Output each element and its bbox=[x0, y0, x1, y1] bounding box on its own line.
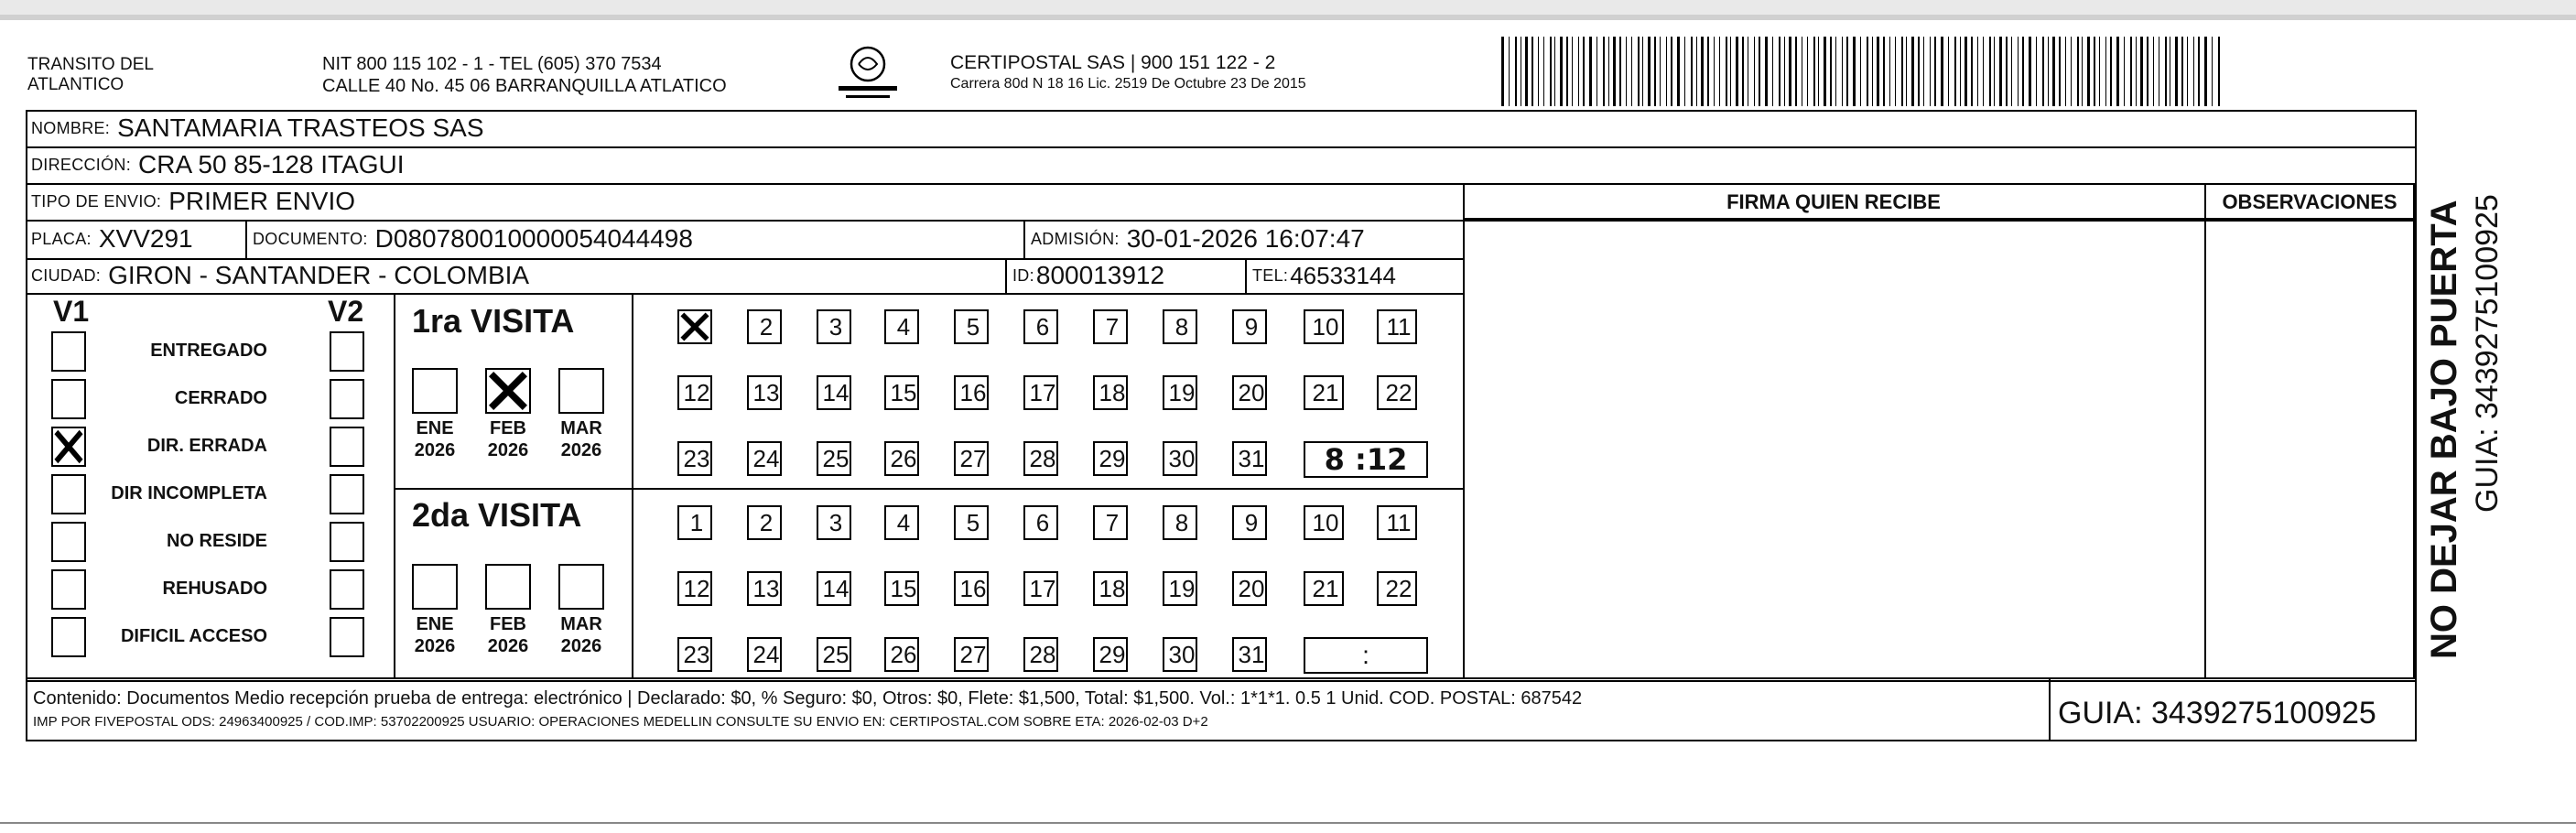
day-box[interactable]: 2 bbox=[747, 309, 782, 344]
admision-cell bbox=[1031, 220, 1365, 258]
day-box[interactable]: 18 bbox=[1093, 571, 1128, 606]
direccion-row bbox=[31, 146, 405, 183]
section-divider bbox=[394, 488, 1465, 490]
status-label: REHUSADO bbox=[162, 579, 267, 599]
v2-checkbox[interactable] bbox=[330, 427, 364, 467]
documento-value: D080780010000054044498 bbox=[374, 224, 693, 253]
footer-imp: IMP POR FIVEPOSTAL ODS: 24963400925 / COD.IMP: 53702200925 USUARIO: OPERACIONES MEDELLIN CONSULTE SU ENVIO EN: CERTIPOSTAL.COM SOBRE ETA: 2026-02-03 D+2 bbox=[33, 714, 1208, 730]
tipo-envio-label: TIPO DE ENVIO: bbox=[31, 191, 162, 211]
day-box[interactable]: 5 bbox=[954, 309, 989, 344]
day-box[interactable]: 25 bbox=[817, 637, 851, 672]
time-box[interactable] bbox=[1304, 441, 1428, 478]
day-box[interactable]: 8 bbox=[1163, 505, 1197, 540]
month-label: FEB bbox=[490, 614, 526, 634]
row-divider bbox=[26, 183, 2417, 185]
day-box[interactable]: 29 bbox=[1093, 441, 1128, 476]
placa-label: PLACA: bbox=[31, 229, 92, 248]
month-checkbox-mar[interactable] bbox=[558, 564, 604, 610]
day-box[interactable]: 22 bbox=[1377, 571, 1417, 606]
day-box[interactable] bbox=[677, 309, 712, 344]
year-label: 2026 bbox=[560, 440, 602, 460]
status-label: NO RESIDE bbox=[166, 531, 267, 551]
day-box[interactable]: 22 bbox=[1377, 375, 1417, 410]
day-box[interactable]: 31 bbox=[1232, 441, 1267, 476]
day-box[interactable]: 17 bbox=[1023, 571, 1058, 606]
month-checkbox-ene[interactable] bbox=[412, 368, 458, 414]
day-box[interactable]: 27 bbox=[954, 637, 989, 672]
status-label: DIR INCOMPLETA bbox=[111, 483, 267, 503]
v2-checkbox[interactable] bbox=[330, 379, 364, 419]
nombre-value: SANTAMARIA TRASTEOS SAS bbox=[117, 114, 484, 142]
barcode bbox=[1501, 37, 2224, 106]
visit1-title: 1ra VISITA bbox=[412, 302, 575, 340]
sender-info-line2: CALLE 40 No. 45 06 BARRANQUILLA ATLATICO bbox=[322, 76, 727, 96]
day-box[interactable]: 10 bbox=[1304, 505, 1344, 540]
day-box[interactable]: 10 bbox=[1304, 309, 1344, 344]
day-box[interactable]: 13 bbox=[747, 571, 782, 606]
day-box[interactable]: 20 bbox=[1232, 375, 1267, 410]
tipo-envio-row bbox=[31, 183, 355, 220]
status-label: CERRADO bbox=[174, 388, 267, 408]
row-divider bbox=[26, 293, 1463, 295]
day-box[interactable]: 17 bbox=[1023, 375, 1058, 410]
day-box[interactable]: 11 bbox=[1377, 309, 1417, 344]
day-box[interactable]: 23 bbox=[677, 441, 712, 476]
day-box[interactable]: 14 bbox=[817, 571, 851, 606]
day-box[interactable]: 28 bbox=[1023, 441, 1058, 476]
day-box[interactable]: 21 bbox=[1304, 375, 1344, 410]
day-box[interactable]: 12 bbox=[677, 571, 712, 606]
section-divider bbox=[394, 293, 395, 677]
day-box[interactable]: 28 bbox=[1023, 637, 1058, 672]
month-label: ENE bbox=[416, 418, 454, 438]
handwritten-time: 8 :12 bbox=[1324, 442, 1408, 477]
footer-guia: GUIA: 3439275100925 bbox=[2058, 696, 2376, 730]
nombre-label: NOMBRE: bbox=[31, 118, 111, 137]
day-box[interactable]: 14 bbox=[817, 375, 851, 410]
time-box[interactable]: : bbox=[1304, 637, 1428, 674]
id-value: 800013912 bbox=[1035, 261, 1165, 289]
day-box[interactable]: 11 bbox=[1377, 505, 1417, 540]
day-box[interactable]: 26 bbox=[884, 441, 919, 476]
v2-header: V2 bbox=[328, 295, 364, 328]
day-box[interactable]: 19 bbox=[1163, 375, 1197, 410]
day-box[interactable]: 6 bbox=[1023, 309, 1058, 344]
direccion-value: CRA 50 85-128 ITAGUI bbox=[138, 150, 405, 178]
day-box[interactable]: 9 bbox=[1232, 309, 1267, 344]
day-box[interactable]: 30 bbox=[1163, 637, 1197, 672]
month-checkbox-mar[interactable] bbox=[558, 368, 604, 414]
status-label: DIFICIL ACCESO bbox=[120, 626, 267, 646]
placa-value: XVV291 bbox=[98, 224, 193, 253]
carrier-line2: Carrera 80d N 18 16 Lic. 2519 De Octubre 23 De 2015 bbox=[950, 76, 1306, 92]
sender-name-line2: ATLANTICO bbox=[27, 75, 124, 94]
placa-cell bbox=[31, 220, 193, 258]
column-divider bbox=[2413, 183, 2415, 679]
day-box[interactable]: 20 bbox=[1232, 571, 1267, 606]
day-box[interactable]: 2 bbox=[747, 505, 782, 540]
year-label: 2026 bbox=[487, 440, 529, 460]
side-warning: NO DEJAR BAJO PUERTA bbox=[2424, 200, 2464, 659]
sender-info bbox=[322, 53, 727, 97]
scan-top-shadow bbox=[0, 15, 2576, 20]
cell-divider bbox=[245, 220, 247, 258]
certipostal-logo-icon bbox=[831, 42, 904, 106]
v2-checkbox[interactable] bbox=[330, 474, 364, 514]
day-box[interactable]: 23 bbox=[677, 637, 712, 672]
observaciones-header: OBSERVACIONES bbox=[2222, 190, 2397, 213]
v1-header: V1 bbox=[53, 295, 90, 328]
admision-value: 30-01-2026 16:07:47 bbox=[1126, 224, 1365, 253]
day-box[interactable]: 31 bbox=[1232, 637, 1267, 672]
day-box[interactable]: 4 bbox=[884, 505, 919, 540]
nombre-row bbox=[31, 110, 484, 146]
year-label: 2026 bbox=[560, 636, 602, 656]
month-label: MAR bbox=[560, 418, 602, 438]
day-box[interactable]: 16 bbox=[954, 375, 989, 410]
status-label: DIR. ERRADA bbox=[146, 436, 267, 456]
day-box[interactable]: 7 bbox=[1093, 505, 1128, 540]
ciudad-cell bbox=[31, 258, 529, 293]
scan-top-band bbox=[0, 0, 2576, 15]
direccion-label: DIRECCIÓN: bbox=[31, 155, 132, 174]
month-checkbox-ene[interactable] bbox=[412, 564, 458, 610]
tel-value: 46533144 bbox=[1290, 261, 1396, 289]
day-box[interactable]: 24 bbox=[747, 441, 782, 476]
day-box[interactable]: 13 bbox=[747, 375, 782, 410]
row-divider bbox=[1463, 218, 2415, 220]
day-box[interactable]: 16 bbox=[954, 571, 989, 606]
year-label: 2026 bbox=[487, 636, 529, 656]
month-label: FEB bbox=[490, 418, 526, 438]
day-box[interactable]: 15 bbox=[884, 571, 919, 606]
tel-cell bbox=[1252, 258, 1396, 293]
footer-content: Contenido: Documentos Medio recepción prueba de entrega: electrónico | Declarado: $0, % Seguro: $0, Otros: $0, Flete: $1,500, Total: $1,500. Vol.: 1*1*1. 0.5 1 Unid. COD. POSTAL: 687542 bbox=[33, 688, 1583, 709]
day-box[interactable]: 18 bbox=[1093, 375, 1128, 410]
v2-checkbox[interactable] bbox=[330, 569, 364, 610]
admision-label: ADMISIÓN: bbox=[1031, 229, 1120, 248]
month-checkbox-feb[interactable] bbox=[485, 564, 531, 610]
month-label: MAR bbox=[560, 614, 602, 634]
day-box[interactable]: 3 bbox=[817, 309, 851, 344]
tel-label: TEL: bbox=[1252, 265, 1289, 285]
v2-checkbox[interactable] bbox=[330, 522, 364, 562]
month-checkbox-feb[interactable] bbox=[485, 368, 531, 414]
column-divider bbox=[2204, 183, 2206, 679]
sender-name bbox=[27, 55, 154, 95]
column-divider bbox=[1463, 183, 1465, 679]
v2-checkbox[interactable] bbox=[330, 331, 364, 372]
month-label: ENE bbox=[416, 614, 454, 634]
scan-bottom-line bbox=[0, 822, 2576, 824]
ciudad-label: CIUDAD: bbox=[31, 265, 102, 285]
sender-info-line1: NIT 800 115 102 - 1 - TEL (605) 370 7534 bbox=[322, 54, 662, 74]
day-box[interactable]: 25 bbox=[817, 441, 851, 476]
carrier-info bbox=[950, 51, 1306, 93]
sender-name-line1: TRANSITO DEL bbox=[27, 55, 154, 74]
day-box[interactable]: 19 bbox=[1163, 571, 1197, 606]
carrier-line1: CERTIPOSTAL SAS | 900 151 122 - 2 bbox=[950, 52, 1276, 73]
day-box[interactable]: 1 bbox=[677, 505, 712, 540]
status-label: ENTREGADO bbox=[150, 341, 267, 361]
day-box[interactable]: 27 bbox=[954, 441, 989, 476]
day-box[interactable]: 6 bbox=[1023, 505, 1058, 540]
day-box[interactable]: 29 bbox=[1093, 637, 1128, 672]
id-cell bbox=[1012, 258, 1164, 293]
cell-divider bbox=[1005, 258, 1007, 293]
visit2-title: 2da VISITA bbox=[412, 496, 582, 534]
day-box[interactable]: 5 bbox=[954, 505, 989, 540]
year-label: 2026 bbox=[414, 636, 456, 656]
v2-checkbox[interactable] bbox=[330, 617, 364, 657]
section-divider bbox=[632, 293, 633, 677]
day-box[interactable]: 4 bbox=[884, 309, 919, 344]
day-box[interactable]: 30 bbox=[1163, 441, 1197, 476]
firma-header: FIRMA QUIEN RECIBE bbox=[1726, 190, 1941, 213]
id-label: ID: bbox=[1012, 265, 1034, 285]
ciudad-value: GIRON - SANTANDER - COLOMBIA bbox=[108, 261, 530, 289]
day-box[interactable]: 26 bbox=[884, 637, 919, 672]
year-label: 2026 bbox=[414, 440, 456, 460]
day-box[interactable]: 15 bbox=[884, 375, 919, 410]
day-box[interactable]: 24 bbox=[747, 637, 782, 672]
documento-cell bbox=[253, 220, 693, 258]
day-box[interactable]: 21 bbox=[1304, 571, 1344, 606]
cell-divider bbox=[1023, 220, 1025, 258]
side-guia: GUIA: 3439275100925 bbox=[2470, 194, 2505, 513]
cell-divider bbox=[1245, 258, 1247, 293]
day-box[interactable]: 7 bbox=[1093, 309, 1128, 344]
day-box[interactable]: 9 bbox=[1232, 505, 1267, 540]
day-box[interactable]: 3 bbox=[817, 505, 851, 540]
tipo-envio-value: PRIMER ENVIO bbox=[168, 187, 356, 215]
day-box[interactable]: 12 bbox=[677, 375, 712, 410]
day-box[interactable]: 8 bbox=[1163, 309, 1197, 344]
documento-label: DOCUMENTO: bbox=[253, 229, 368, 248]
